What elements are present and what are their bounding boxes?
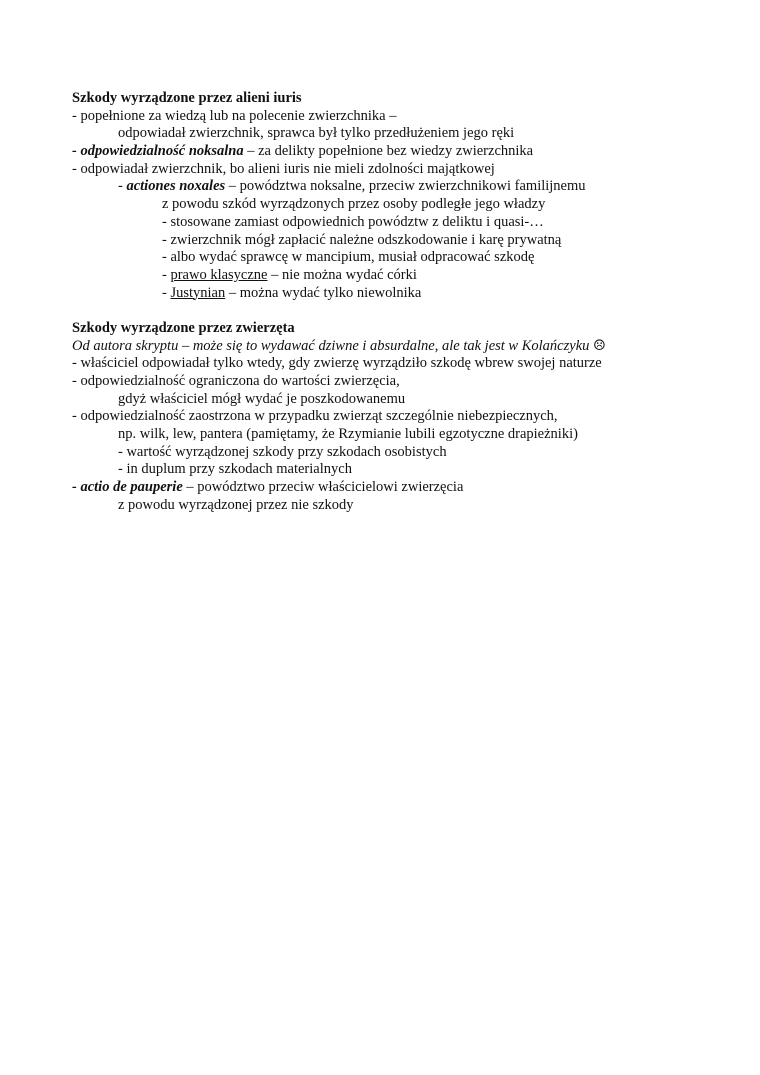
line-dash: - [162,266,171,283]
text-line: - odpowiadał zwierzchnik, bo alieni iuris nie mieli zdolności majątkowej [72,160,495,177]
line-dash: - [72,479,81,496]
text-line: z powodu szkód wyrządzonych przez osoby podległe jego władzy [162,196,546,213]
text-line: np. wilk, lew, pantera (pamiętamy, że Rzymianie lubili egzotyczne drapieżniki) [118,426,578,443]
text-line [72,143,712,161]
line-text: – za delikty popełnione bez wiedzy zwierzchnika [243,143,534,160]
term-odpowiedzialnosc-noksalna: odpowiedzialność noksalna [80,143,244,160]
text-line: - odpowiedzialność ograniczona do wartości zwierzęcia, [72,373,400,389]
text-line [72,178,712,196]
term-justynian: Justynian [170,284,226,301]
text-line: z powodu wyrządzonej przez nie szkody [118,496,354,513]
paragraph-gap [72,302,712,320]
line-text: – można wydać tylko niewolnika [225,284,422,301]
text-line: - albo wydać sprawcę w mancipium, musiał odpracować szkodę [162,249,535,266]
section-heading-alieni-iuris: Szkody wyrządzone przez alieni iuris [72,90,302,106]
section-heading-zwierzeta: Szkody wyrządzone przez zwierzęta [72,319,295,336]
text-line: - właściciel odpowiadał tylko wtedy, gdy zwierzę wyrządziło szkodę wbrew swojej naturze [72,355,602,372]
text-line: - popełnione za wiedzą lub na polecenie zwierzchnika – [72,107,397,124]
document-body [72,90,712,515]
text-line: - odpowiedzialność zaostrzona w przypadku zwierząt szczególnie niebezpiecznych, [72,408,558,425]
text-line: gdyż właściciel mógł wydać je poszkodowanemu [118,390,406,407]
term-actiones-noxales: actiones noxales [126,178,226,195]
text-line [72,267,712,285]
text-line [72,285,712,303]
author-note: Od autora skryptu – może się to wydawać dziwne i absurdalne, ale tak jest w Kolańczyku ☹ [72,337,607,354]
text-line: - wartość wyrządzonej szkody przy szkodach osobistych [118,443,447,460]
text-line: - stosowane zamiast odpowiednich powództw z deliktu i quasi-… [162,213,544,230]
line-dash: - [162,284,171,301]
text-line [72,479,712,497]
text-line: - in duplum przy szkodach materialnych [118,461,352,478]
term-actio-de-pauperie: actio de pauperie [80,479,183,496]
line-text: – nie można wydać córki [267,266,417,283]
term-prawo-klasyczne: prawo klasyczne [170,266,268,283]
text-line: odpowiadał zwierzchnik, sprawca był tylko przedłużeniem jego ręki [118,125,515,142]
line-text: – powództwa noksalne, przeciw zwierzchnikowi familijnemu [225,178,586,195]
text-line: - zwierzchnik mógł zapłacić należne odszkodowanie i karę prywatną [162,231,562,248]
line-dash: - [72,143,81,160]
line-text: – powództwo przeciw właścicielowi zwierzęcia [182,479,464,496]
line-dash: - [118,178,127,195]
